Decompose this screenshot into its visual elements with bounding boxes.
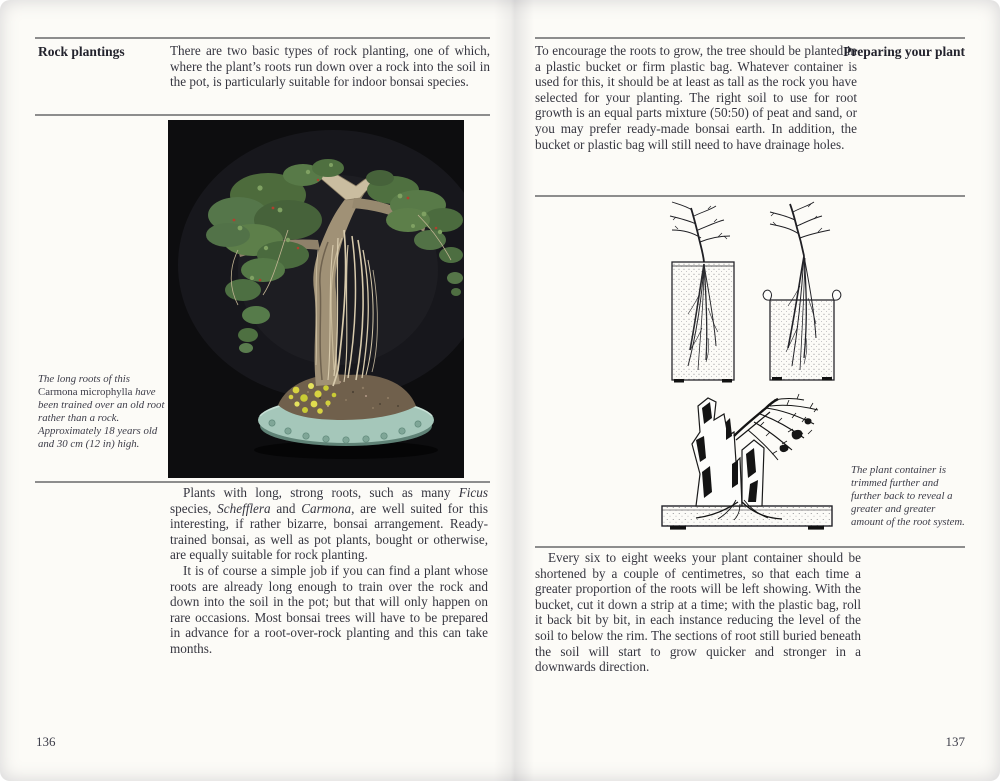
- shallow-tray: [662, 506, 832, 530]
- rule-under-left-intro: [35, 114, 490, 116]
- page-number-right: 137: [945, 734, 965, 749]
- illustration-rock-planting: [642, 392, 872, 544]
- left-body-text: [170, 485, 488, 657]
- bonsai-carmona-photo: [168, 120, 464, 478]
- rule-under-right-intro: [535, 195, 965, 197]
- rule-top-right-page: [535, 37, 965, 39]
- caption-italic-part: have been trained over an old root rather than a rock. Approximately 18 years old and 30 cm (12 in) high.: [38, 385, 165, 450]
- right-illustration-caption: The plant container is trimmed further and further back to reveal a greater and greater amount of the root system.: [851, 464, 965, 528]
- body-paragraph: Plants with long, strong roots, such as many Ficus species, Schefflera and Carmona, are well suited for this interesting, if rather bizarre, bonsai arrangement. Ready-trained bonsai, as well as pot plants, bought or otherwise, are equally suitable for rock planting.: [170, 485, 489, 563]
- page-gutter-shadow: [494, 0, 534, 781]
- body-paragraph: Every six to eight weeks your plant container should be shortened by a couple of centimetres, so that each time a greater proportion of the roots will be left showing. With the bucket, cut it down a strip at a time; with the plastic bag, roll it back bit by bit, in each instance reducing the level of the soil to below the rim. The sections of root still buried beneath the soil will start to grow quicker and stronger in a downwards direction.: [535, 550, 861, 675]
- tall-container-tree: [670, 202, 730, 262]
- right-intro-paragraph: To encourage the roots to grow, the tree should be planted in a plastic bucket or firm plastic bag. Whatever container is used for this, it should be at least as tall as the rock you have selected for your planting. The right soil to use for root growth is an equal parts mixture (50:50) of peat and sand, or you may prefer ready-made bonsai earth. In addition, the bucket or plastic bag will still need to have drainage holes.: [535, 43, 857, 152]
- body-paragraph: It is of course a simple job if you can find a plant whose roots are already long enough to train over the rock and down into the soil in the pot; but that will only happen on rare occasions. Most bonsai trees will have to be prepared in advance for a root-over-rock planting and this can take months.: [170, 562, 488, 656]
- section-heading-preparing-your-plant: Preparing your plant: [843, 44, 965, 59]
- right-body-text: [535, 550, 861, 675]
- rolled-container-tree: [770, 202, 830, 256]
- rule-under-right-illustration: [535, 546, 965, 548]
- page-number-left: 136: [36, 734, 56, 749]
- section-heading-rock-plantings: Rock plantings: [38, 44, 125, 59]
- left-photo-caption: [38, 373, 166, 450]
- caption-species-name: Carmona microphylla: [38, 385, 133, 398]
- rule-top-left-page: [35, 37, 490, 39]
- left-intro-paragraph: There are two basic types of rock planting, one of which, where the plant’s roots run down over a rock into the soil in the pot, is particularly suitable for indoor bonsai species.: [170, 43, 490, 90]
- illustration-plant-containers: [658, 198, 848, 393]
- rule-under-left-photo: [35, 481, 490, 483]
- rock: [692, 398, 764, 506]
- caption-italic-part: The long roots of this: [38, 373, 130, 385]
